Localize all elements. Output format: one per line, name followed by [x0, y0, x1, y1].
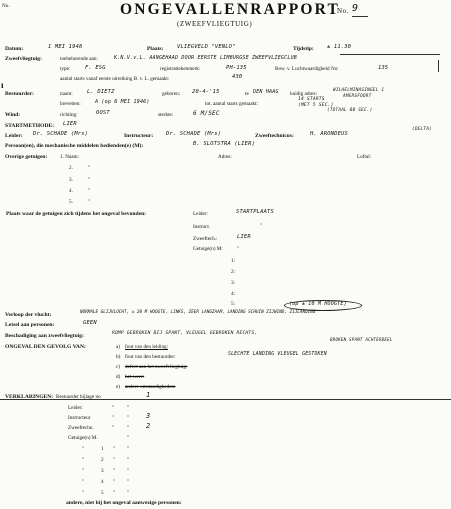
pg-num-4: 4: — [231, 291, 236, 297]
verkl-ditto: " — [112, 425, 115, 431]
starts-value: 430 — [232, 74, 243, 80]
verkl-ditto: " — [82, 468, 85, 474]
datum-label: Datum: — [5, 46, 24, 52]
getuigen-naam-header: 1. Naam: — [60, 154, 80, 160]
verkl-ditto: " — [127, 490, 130, 496]
page-title: ONGEVALLENRAPPORT — [120, 1, 341, 18]
verkl-ditto: " — [113, 490, 116, 496]
report-number: 9 — [352, 3, 359, 14]
verklaringen-label: VERKLARINGEN: — [5, 394, 54, 400]
brevetten-label: brevetten: — [60, 101, 81, 107]
getuige-ditto: " — [88, 165, 91, 171]
verkl-leider-label: Leider: — [68, 405, 83, 411]
bestuurder-naam-label: naam: — [60, 91, 73, 97]
bestuurder-naam: L. DIETZ — [87, 89, 115, 95]
bestuurder-adres-2: AMERSFOORT — [343, 94, 372, 99]
verkl-ditto: " — [113, 457, 116, 463]
tot-starts-1: 14 STARTS — [298, 97, 325, 102]
verkl-ditto: " — [82, 479, 85, 485]
verkl-ditto: " — [127, 479, 130, 485]
rule — [340, 54, 440, 55]
personen-value: B. SLOTSTRA (LIER) — [193, 141, 256, 147]
registratie-label: registratiekenmerk: — [160, 66, 201, 72]
verkl-ditto: " — [82, 490, 85, 496]
beschadiging-value-2: BROKEN SPANT ACHTERDEEL — [330, 337, 393, 342]
bestuurder-te: DEN HAAG — [253, 89, 279, 95]
verkl-ditto: " — [127, 446, 130, 452]
personen-label: Persoon(en), die mechanische middelen bedienden(e) (M): — [5, 143, 144, 149]
getuigen-label: Overige getuigen: — [5, 154, 48, 160]
gevolg-d-text: het weer: — [125, 374, 145, 380]
verkl-footer: andere, niet bij het ongeval aanwezige personen: — [66, 500, 182, 506]
pg-instructeur-value: " — [260, 223, 263, 229]
zweeftechnicus-value: H. ARONDEUS — [310, 131, 348, 137]
datum-value: 1 MEI 1948 — [48, 44, 83, 50]
verkl-ditto: " — [82, 457, 85, 463]
richting-value: OOST — [96, 110, 110, 116]
pg-num-2: 2: — [231, 269, 236, 275]
getuige-ditto: " — [88, 177, 91, 183]
letsel-label: Letsel aan personen: — [5, 322, 55, 328]
report-number-underline — [352, 16, 368, 17]
beschadiging-label: Beschadiging aan zweefvliegtuig: — [5, 333, 84, 339]
gevolg-d-letter: d) — [116, 374, 121, 380]
zweefvliegtuig-owner: K.N.V.v.L. AANGEHAAD DOOR EERSTE LIMBURGSE ZWEEFVLIEGCLUB — [114, 55, 297, 61]
zweefvliegtuig-label: Zweefvliegtuig: — [5, 56, 42, 62]
hoogte-note: (op ± 10 M HOOGTE) — [289, 301, 347, 307]
type-label: type: — [60, 66, 71, 72]
verkl-technicus-no: 2 — [146, 422, 151, 430]
tijdstip-label: Tijdstip: — [293, 46, 314, 52]
bestuurder-adres-1: WILHELMINASINGEL 1 — [333, 88, 385, 93]
leider-label: Leider: — [5, 133, 23, 139]
getuige-row-4: 4. — [69, 188, 73, 194]
getuige-row-3: 3. — [69, 177, 73, 183]
wind-label: Wind: — [5, 112, 21, 118]
pg-instructeur-label: Instruct. — [193, 224, 211, 230]
verkl-ditto: " — [112, 415, 115, 421]
zweefvliegtuig-sublabel: toebehorende aan: — [60, 56, 98, 62]
plaats-value: VLIEGVELD "VENLO" — [177, 44, 236, 50]
tot-starts-3: (TOTAAL 80 SEC.) — [327, 108, 373, 113]
tijdstip-value: ± 11.30 — [327, 44, 352, 50]
gevolg-b-text: fout van den bestuurder: — [125, 354, 176, 360]
verkl-getuigen-label: Getuige(n) M. — [68, 435, 98, 441]
brevetten-value: A (op 6 MEI 1946) — [95, 99, 150, 105]
pg-leider-label: Leider: — [193, 211, 208, 217]
pg-leider-value: STARTPLAATS — [236, 209, 274, 215]
sterkte-value: 6 M/SEC — [193, 110, 220, 117]
getuigen-adres-header: Adres: — [218, 154, 232, 160]
bestuurder-adres-label: huidig adres: — [290, 91, 317, 97]
registratie-value: PH-135 — [226, 65, 247, 71]
getuige-ditto: " — [88, 188, 91, 194]
pg-technicus-label: Zweeftech.: — [193, 236, 218, 242]
verkl-instructeur-no: 3 — [146, 412, 151, 420]
margin-mark — [438, 60, 439, 72]
letsel-value: GEEN — [83, 320, 97, 326]
verkl-num-5: 5 — [101, 490, 104, 496]
gevolg-e-letter: e) — [116, 384, 121, 390]
section-divider — [0, 399, 451, 400]
pg-num-5: 5: — [231, 301, 236, 307]
bestuurder-label: Bestuurder: — [5, 91, 34, 97]
bestuurder-geboren: 20-4-'15 — [192, 89, 220, 95]
gevolg-label: ONGEVAL DEN GEVOLG VAN: — [5, 344, 86, 350]
verkl-ditto: " — [113, 479, 116, 485]
pg-technicus-value: LIER — [237, 234, 251, 240]
getuige-ditto: " — [88, 199, 91, 205]
startmethode-value: LIER — [63, 121, 77, 127]
technicus-note: (DELTA) — [412, 127, 432, 132]
starts-label: aantal starts vanaf eerste uitreiking B. v. L. gemaakt: — [60, 76, 170, 82]
gevolg-a-letter: a) — [116, 344, 121, 350]
verkl-bestuurder-label: Bestuurder bijlage no — [56, 394, 101, 400]
bvl-label: Bow. v. Luchtwaardigheid No: — [275, 66, 339, 72]
leider-value: Dr. SCHADE (Mrs) — [33, 131, 89, 137]
verkl-ditto: " — [127, 435, 130, 441]
verkl-ditto: " — [113, 446, 116, 452]
plaats-label: Plaats: — [147, 46, 164, 52]
verkl-ditto: " — [127, 425, 130, 431]
title-number-label: No. — [337, 7, 350, 15]
tot-starts-2: (MET 5 SEC.) — [298, 103, 334, 108]
verkl-num-3: 3 — [101, 468, 104, 474]
verkl-ditto: " — [127, 457, 130, 463]
tot-starts-label: tot. aantal starts gemaakt: — [205, 101, 259, 107]
getuige-row-5: 5. — [69, 199, 73, 205]
gevolg-b-value: SLECHTE LANDING VLEUGEL GESTOKEN — [228, 352, 327, 357]
gevolg-c-letter: c) — [116, 364, 121, 370]
margin-tick: ı — [1, 80, 4, 90]
gevolg-a-text: fout van den leiding: — [125, 344, 169, 350]
verkl-bestuurder-no: 1 — [146, 391, 151, 399]
bestuurder-te-label: te — [245, 91, 249, 97]
verkl-technicus-label: Zweeftechn. — [68, 425, 94, 431]
getuige-row-2: 2. — [69, 165, 73, 171]
type-value: F. ESG — [85, 65, 106, 71]
verkl-ditto: " — [113, 468, 116, 474]
pg-getuigen-label: Getuige(n) M: — [193, 246, 223, 252]
verkl-num-2: 2 — [101, 457, 104, 463]
verkl-ditto: " — [112, 405, 115, 411]
instructeur-value: Dr. SCHADE (Mrs) — [166, 131, 222, 137]
verkl-ditto: " — [127, 468, 130, 474]
startmethode-label: STARTMETHODE: — [5, 123, 55, 129]
page-subtitle: (ZWEEFVLIEGTUIG) — [177, 20, 253, 28]
getuigen-lostal-header: Loftal: — [357, 154, 372, 160]
richting-label: richting: — [60, 112, 78, 118]
bvl-value: 135 — [378, 65, 389, 71]
beschadiging-value-1: ROMP GEBROKEN BIJ SPANT, VLEUGEL GEBROKEN RECHTS, — [112, 331, 258, 336]
verkl-num-4: 4 — [101, 479, 104, 485]
verkl-instructeur-label: Instructeur — [68, 415, 91, 421]
verkl-ditto: " — [82, 446, 85, 452]
pg-num-1: 1: — [231, 258, 236, 264]
instructeur-label: Instructeur: — [124, 133, 154, 139]
corner-number-label: No. — [2, 3, 10, 9]
pg-num-3: 3: — [231, 280, 236, 286]
plaats-getuigen-label: Plaats waar de getuigen zich tijdens het ongeval bevonden: — [6, 211, 147, 217]
verkl-ditto: " — [127, 405, 130, 411]
gevolg-e-text: andere omstandigheden: — [125, 384, 176, 390]
bestuurder-geboren-label: geboren: — [162, 91, 181, 97]
sterkte-label: sterkte: — [158, 112, 174, 118]
verkl-num-1: 1 — [101, 446, 104, 452]
verloop-label: Verloop der vlucht: — [5, 312, 52, 318]
verloop-value: NORMALE GLIJVLUCHT, ± 20 M HOOGTE, LINKS, ZEER LANGZAAM, LANDING SCHUIN ZIJWIND, ZIJLANDING — [80, 310, 316, 315]
gevolg-c-text: defect aan het zweefvliegtuig: — [125, 364, 188, 370]
verkl-ditto: " — [127, 415, 130, 421]
zweeftechnicus-label: Zweeftechnicus: — [255, 133, 294, 139]
pg-getuigen-value: " — [237, 246, 240, 252]
gevolg-b-letter: b) — [116, 354, 121, 360]
